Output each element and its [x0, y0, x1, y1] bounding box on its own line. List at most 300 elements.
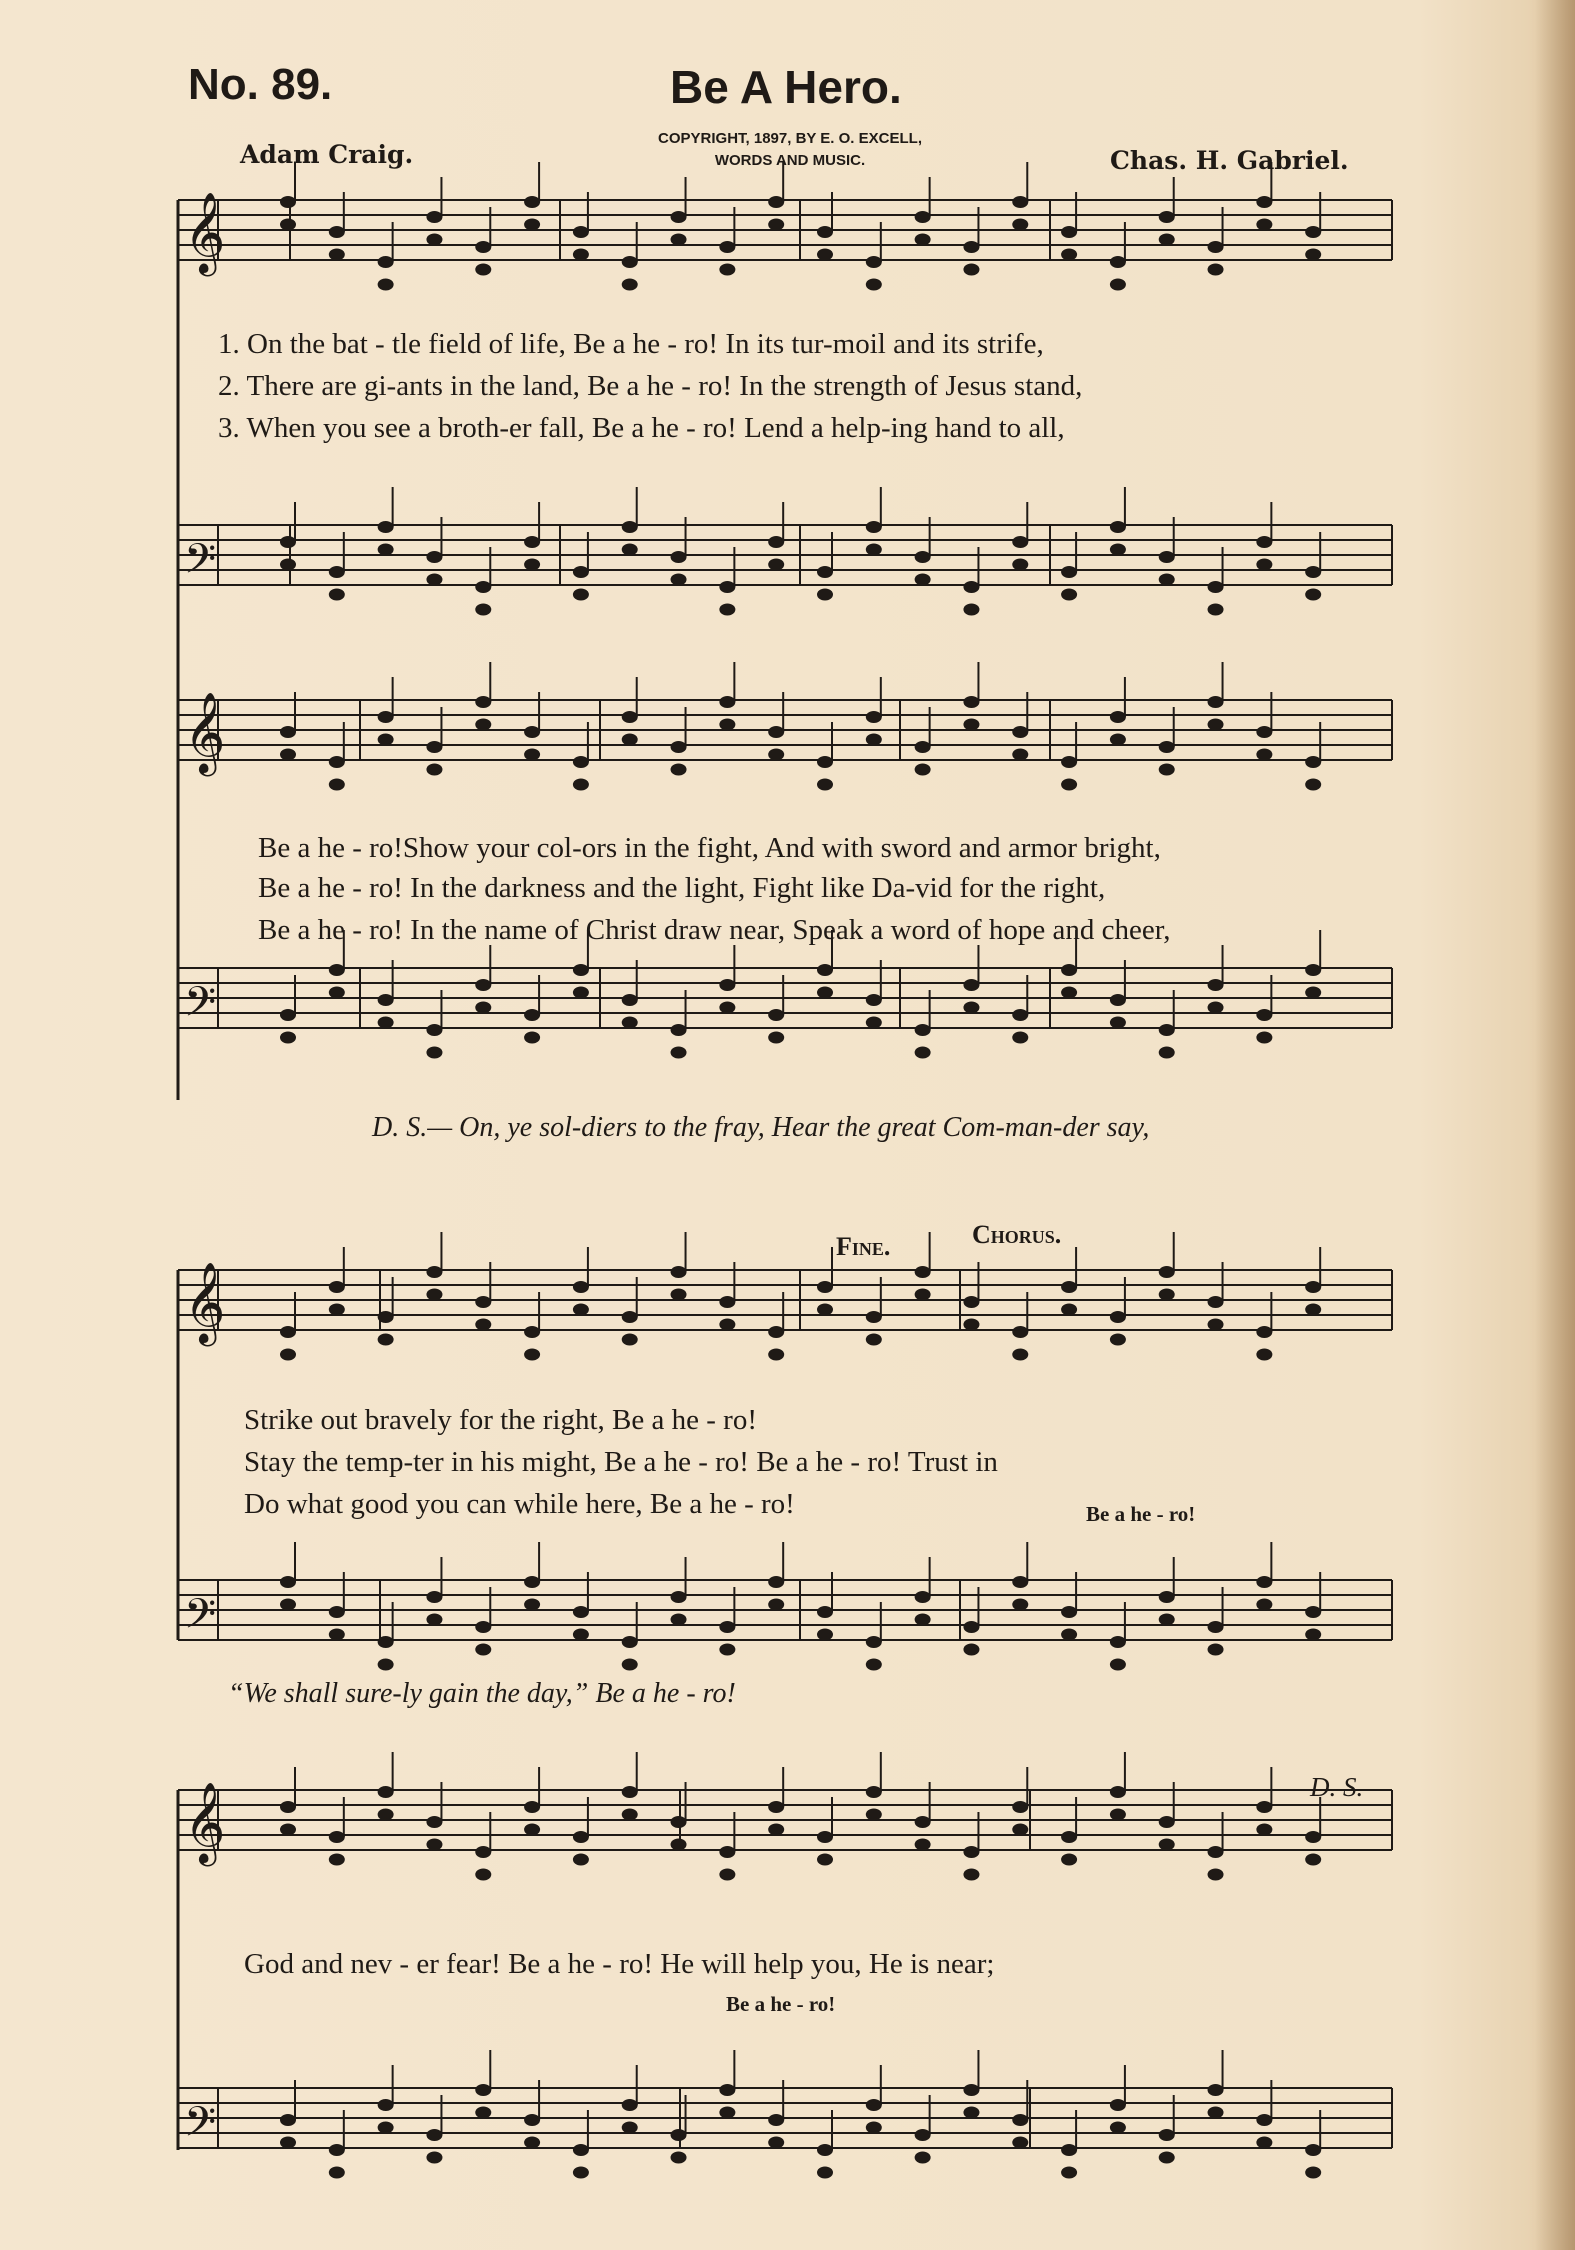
- notehead: [1208, 1869, 1224, 1881]
- notehead: [378, 994, 394, 1006]
- notehead: [1256, 1349, 1272, 1361]
- notehead: [963, 1319, 979, 1331]
- notehead: [426, 211, 442, 223]
- notehead: [622, 1659, 638, 1671]
- notehead: [475, 1621, 491, 1633]
- notehead: [426, 1614, 442, 1626]
- notehead: [1208, 1846, 1224, 1858]
- notehead: [671, 1614, 687, 1626]
- notehead: [1012, 196, 1028, 208]
- verse-3-line-c: Do what good you can while here, Be a he - ro!: [244, 1488, 795, 1520]
- notehead: [1012, 2114, 1028, 2126]
- notehead: [915, 551, 931, 563]
- notehead: [426, 1024, 442, 1036]
- notehead: [475, 1644, 491, 1656]
- notehead: [1110, 994, 1126, 1006]
- notehead: [817, 779, 833, 791]
- notehead: [1305, 964, 1321, 976]
- notehead: [1208, 264, 1224, 276]
- notehead: [817, 1854, 833, 1866]
- notehead: [915, 1591, 931, 1603]
- notehead: [671, 1591, 687, 1603]
- notehead: [768, 559, 784, 571]
- notehead: [524, 1326, 540, 1338]
- notehead: [963, 264, 979, 276]
- notehead: [573, 1831, 589, 1843]
- notehead: [866, 2099, 882, 2111]
- notehead: [426, 1591, 442, 1603]
- notehead: [719, 241, 735, 253]
- notehead: [426, 1289, 442, 1301]
- notehead: [573, 249, 589, 261]
- notehead: [280, 2137, 296, 2149]
- notehead: [280, 196, 296, 208]
- notehead: [378, 1786, 394, 1798]
- notehead: [378, 1334, 394, 1346]
- notehead: [1256, 1824, 1272, 1836]
- notehead: [1159, 211, 1175, 223]
- notehead: [1159, 574, 1175, 586]
- notehead: [1208, 719, 1224, 731]
- notehead: [1012, 749, 1028, 761]
- notehead: [963, 604, 979, 616]
- notehead: [817, 987, 833, 999]
- notehead: [768, 1326, 784, 1338]
- notehead: [378, 2122, 394, 2134]
- notehead: [866, 2122, 882, 2134]
- notehead: [1305, 226, 1321, 238]
- notehead: [622, 2099, 638, 2111]
- notehead: [1110, 256, 1126, 268]
- notehead: [280, 536, 296, 548]
- notehead: [719, 1869, 735, 1881]
- notehead: [573, 2167, 589, 2179]
- notehead: [475, 241, 491, 253]
- notehead: [1305, 249, 1321, 261]
- notehead: [719, 696, 735, 708]
- notehead: [671, 574, 687, 586]
- notehead: [524, 1801, 540, 1813]
- notehead: [524, 1032, 540, 1044]
- notehead: [1256, 1032, 1272, 1044]
- notehead: [1012, 1009, 1028, 1021]
- notehead: [622, 256, 638, 268]
- notehead: [329, 249, 345, 261]
- verse-1-line-c: Strike out bravely for the right, Be a he - ro!: [244, 1404, 757, 1436]
- notehead: [1061, 964, 1077, 976]
- notehead: [524, 726, 540, 738]
- notehead: [573, 779, 589, 791]
- notehead: [378, 521, 394, 533]
- notehead: [1012, 1326, 1028, 1338]
- notehead: [1061, 1629, 1077, 1641]
- notehead: [866, 256, 882, 268]
- notehead: [280, 219, 296, 231]
- notehead: [1305, 779, 1321, 791]
- notehead: [719, 719, 735, 731]
- notehead: [1208, 241, 1224, 253]
- notehead: [866, 1311, 882, 1323]
- notehead: [1012, 1349, 1028, 1361]
- notehead: [768, 749, 784, 761]
- notehead: [963, 696, 979, 708]
- notehead: [1061, 1831, 1077, 1843]
- notehead: [1061, 2144, 1077, 2156]
- notehead: [524, 219, 540, 231]
- notehead: [963, 2107, 979, 2119]
- notehead: [817, 1831, 833, 1843]
- notehead: [329, 226, 345, 238]
- notehead: [768, 2137, 784, 2149]
- verse-2-line-b: Be a he - ro! In the darkness and the light, Fight like Da-vid for the right,: [258, 872, 1106, 904]
- notehead: [866, 711, 882, 723]
- notehead: [475, 696, 491, 708]
- notehead: [1256, 1801, 1272, 1813]
- notehead: [866, 994, 882, 1006]
- notehead: [963, 2084, 979, 2096]
- notehead: [1305, 756, 1321, 768]
- notehead: [1061, 1281, 1077, 1293]
- notehead: [329, 987, 345, 999]
- notehead: [475, 1319, 491, 1331]
- notehead: [817, 964, 833, 976]
- notehead: [1305, 1629, 1321, 1641]
- notehead: [1208, 1644, 1224, 1656]
- clef-glyph: 𝄞: [184, 191, 226, 273]
- notehead: [866, 1659, 882, 1671]
- notehead: [280, 1349, 296, 1361]
- notehead: [1256, 1009, 1272, 1021]
- notehead: [622, 279, 638, 291]
- notehead: [768, 1801, 784, 1813]
- notehead: [671, 211, 687, 223]
- notehead: [768, 1032, 784, 1044]
- notehead: [329, 589, 345, 601]
- notehead: [768, 1576, 784, 1588]
- notehead: [1110, 279, 1126, 291]
- notehead: [622, 2122, 638, 2134]
- notehead: [1159, 741, 1175, 753]
- notehead: [1061, 249, 1077, 261]
- notehead: [866, 1786, 882, 1798]
- notehead: [1305, 1831, 1321, 1843]
- notehead: [1208, 979, 1224, 991]
- notehead: [378, 1636, 394, 1648]
- hymn-title: Be A Hero.: [670, 61, 902, 113]
- notehead: [1110, 521, 1126, 533]
- notehead: [817, 589, 833, 601]
- notehead: [719, 264, 735, 276]
- verse-1-line-b: Be a he - ro!Show your col-ors in the fight, And with sword and armor bright,: [258, 832, 1161, 864]
- notehead: [622, 1334, 638, 1346]
- notehead: [524, 1824, 540, 1836]
- notehead: [378, 1659, 394, 1671]
- clef-glyph: 𝄢: [184, 535, 217, 593]
- notehead: [719, 1621, 735, 1633]
- verse-2-line-c: Stay the temp-ter in his might, Be a he - ro! Be a he - ro! Trust in: [244, 1446, 998, 1478]
- notehead: [1208, 696, 1224, 708]
- notehead: [1012, 219, 1028, 231]
- notehead: [963, 1869, 979, 1881]
- notehead: [1159, 2152, 1175, 2164]
- notehead: [719, 581, 735, 593]
- notehead: [1208, 1319, 1224, 1331]
- notehead: [915, 1816, 931, 1828]
- notehead: [1256, 726, 1272, 738]
- notehead: [671, 234, 687, 246]
- notehead: [329, 1606, 345, 1618]
- notehead: [622, 734, 638, 746]
- verse-2-line-a: 2. There are gi-ants in the land, Be a he - ro! In the strength of Jesus stand,: [218, 370, 1083, 402]
- notehead: [817, 226, 833, 238]
- notehead: [426, 1816, 442, 1828]
- notehead: [768, 726, 784, 738]
- notehead: [1061, 1854, 1077, 1866]
- notehead: [573, 589, 589, 601]
- ds-lyric-line-2: “We shall sure-ly gain the day,” Be a he - ro!: [228, 1678, 736, 1709]
- notehead: [1012, 559, 1028, 571]
- verse-3-line-b: Be a he - ro! In the name of Christ draw near, Speak a word of hope and cheer,: [258, 914, 1171, 946]
- notehead: [1305, 1304, 1321, 1316]
- notehead: [280, 1801, 296, 1813]
- notehead: [280, 749, 296, 761]
- notehead: [1061, 1606, 1077, 1618]
- notehead: [1110, 1636, 1126, 1648]
- notehead: [475, 1002, 491, 1014]
- notehead: [1256, 1576, 1272, 1588]
- notehead: [1256, 1599, 1272, 1611]
- notehead: [1159, 2129, 1175, 2141]
- echo-be-a-hero-1: Be a he - ro!: [1086, 1502, 1196, 1526]
- notehead: [768, 1009, 784, 1021]
- notehead: [475, 979, 491, 991]
- notehead: [573, 1629, 589, 1641]
- notehead: [1159, 1047, 1175, 1059]
- notehead: [573, 987, 589, 999]
- notehead: [1208, 2084, 1224, 2096]
- notehead: [866, 521, 882, 533]
- notehead: [963, 241, 979, 253]
- notehead: [1159, 234, 1175, 246]
- notehead: [817, 2167, 833, 2179]
- notehead: [817, 566, 833, 578]
- notehead: [1110, 1659, 1126, 1671]
- notehead: [524, 1599, 540, 1611]
- echo-be-a-hero-2: Be a he - ro!: [726, 1992, 836, 2016]
- notehead: [768, 536, 784, 548]
- notehead: [1110, 1017, 1126, 1029]
- notehead: [1061, 589, 1077, 601]
- notehead: [915, 2152, 931, 2164]
- notehead: [1061, 987, 1077, 999]
- notehead: [1110, 2122, 1126, 2134]
- ds-mark: D. S.: [1310, 1772, 1364, 1802]
- notehead: [378, 1017, 394, 1029]
- notehead: [378, 1311, 394, 1323]
- notehead: [475, 1296, 491, 1308]
- notehead: [524, 196, 540, 208]
- notehead: [524, 536, 540, 548]
- notehead: [671, 1024, 687, 1036]
- clef-glyph: 𝄞: [184, 691, 226, 773]
- notehead: [719, 1002, 735, 1014]
- notehead: [963, 581, 979, 593]
- notehead: [1256, 2137, 1272, 2149]
- clef-glyph: 𝄢: [184, 978, 217, 1036]
- notehead: [329, 2167, 345, 2179]
- notehead: [426, 1047, 442, 1059]
- notehead: [378, 2099, 394, 2111]
- clef-glyph: 𝄢: [184, 2098, 217, 2156]
- notehead: [1305, 2144, 1321, 2156]
- notehead: [671, 2129, 687, 2141]
- notehead: [817, 1629, 833, 1641]
- notehead: [573, 2144, 589, 2156]
- notehead: [817, 1281, 833, 1293]
- notehead: [1305, 1854, 1321, 1866]
- notehead: [1110, 544, 1126, 556]
- notehead: [915, 2129, 931, 2141]
- notehead: [524, 2114, 540, 2126]
- notehead: [1012, 1599, 1028, 1611]
- notehead: [963, 1621, 979, 1633]
- notehead: [719, 1296, 735, 1308]
- notehead: [817, 2144, 833, 2156]
- notehead: [915, 234, 931, 246]
- notehead: [329, 1831, 345, 1843]
- notehead: [280, 1326, 296, 1338]
- notehead: [426, 551, 442, 563]
- notehead: [915, 1266, 931, 1278]
- notehead: [866, 1334, 882, 1346]
- notehead: [1061, 2167, 1077, 2179]
- notehead: [622, 1636, 638, 1648]
- notehead: [280, 1032, 296, 1044]
- notehead: [426, 1266, 442, 1278]
- notehead: [817, 1304, 833, 1316]
- notehead: [1305, 1606, 1321, 1618]
- notehead: [671, 551, 687, 563]
- notehead: [1110, 711, 1126, 723]
- notehead: [1012, 1801, 1028, 1813]
- notehead: [475, 1869, 491, 1881]
- notehead: [329, 1854, 345, 1866]
- notehead: [915, 211, 931, 223]
- notehead: [1061, 779, 1077, 791]
- notehead: [524, 1009, 540, 1021]
- notehead: [768, 1599, 784, 1611]
- notehead: [1256, 2114, 1272, 2126]
- chorus-marking: Chorus.: [972, 1220, 1062, 1249]
- notehead: [378, 256, 394, 268]
- notehead: [1208, 604, 1224, 616]
- notehead: [1110, 2099, 1126, 2111]
- notehead: [963, 979, 979, 991]
- clef-glyph: 𝄞: [184, 1781, 226, 1863]
- notehead: [1061, 566, 1077, 578]
- notehead: [671, 741, 687, 753]
- notehead: [329, 1281, 345, 1293]
- notehead: [1159, 1816, 1175, 1828]
- notehead: [1061, 1304, 1077, 1316]
- notehead: [475, 604, 491, 616]
- notehead: [915, 764, 931, 776]
- notehead: [280, 1824, 296, 1836]
- lyricist: Adam Craig.: [240, 140, 414, 169]
- notehead: [915, 1839, 931, 1851]
- notehead: [280, 1599, 296, 1611]
- notehead: [378, 711, 394, 723]
- notehead: [475, 1846, 491, 1858]
- notehead: [378, 1809, 394, 1821]
- chorus-line-end: God and nev - er fear! Be a he - ro! He will help you, He is near;: [244, 1948, 995, 1980]
- notehead: [1012, 2137, 1028, 2149]
- notehead: [915, 1047, 931, 1059]
- notehead: [671, 764, 687, 776]
- notehead: [1159, 1839, 1175, 1851]
- notehead: [1159, 1591, 1175, 1603]
- notehead: [719, 1846, 735, 1858]
- notehead: [426, 574, 442, 586]
- notehead: [329, 964, 345, 976]
- notehead: [1159, 1266, 1175, 1278]
- notehead: [1110, 734, 1126, 746]
- notehead: [671, 1816, 687, 1828]
- notehead: [622, 521, 638, 533]
- notehead: [280, 726, 296, 738]
- notehead: [573, 1854, 589, 1866]
- notehead: [1208, 1002, 1224, 1014]
- notehead: [329, 1304, 345, 1316]
- notehead: [1159, 551, 1175, 563]
- notehead: [573, 1281, 589, 1293]
- notehead: [671, 2152, 687, 2164]
- clef-glyph: 𝄞: [184, 1261, 226, 1343]
- notehead: [622, 711, 638, 723]
- notehead: [1256, 749, 1272, 761]
- notehead: [719, 1644, 735, 1656]
- composer: Chas. H. Gabriel.: [1110, 146, 1349, 175]
- notehead: [1256, 219, 1272, 231]
- notehead: [768, 196, 784, 208]
- notehead: [475, 2084, 491, 2096]
- notehead: [1305, 1281, 1321, 1293]
- notehead: [378, 544, 394, 556]
- notehead: [524, 1576, 540, 1588]
- notehead: [963, 1296, 979, 1308]
- notehead: [475, 719, 491, 731]
- notehead: [963, 1002, 979, 1014]
- notehead: [866, 1809, 882, 1821]
- notehead: [1305, 2167, 1321, 2179]
- notehead: [915, 1614, 931, 1626]
- notehead: [280, 1576, 296, 1588]
- notehead: [1305, 987, 1321, 999]
- notehead: [963, 1846, 979, 1858]
- notehead: [671, 1839, 687, 1851]
- notehead: [866, 1636, 882, 1648]
- notehead: [1110, 1809, 1126, 1821]
- notehead: [768, 1824, 784, 1836]
- notehead: [915, 741, 931, 753]
- notehead: [622, 994, 638, 1006]
- notehead: [817, 756, 833, 768]
- notehead: [768, 1349, 784, 1361]
- notehead: [1208, 1621, 1224, 1633]
- notehead: [866, 544, 882, 556]
- ds-lyric-line-1: D. S.— On, ye sol-diers to the fray, Hear the great Com-man-der say,: [372, 1112, 1150, 1143]
- fine-marking: Fine.: [836, 1232, 891, 1261]
